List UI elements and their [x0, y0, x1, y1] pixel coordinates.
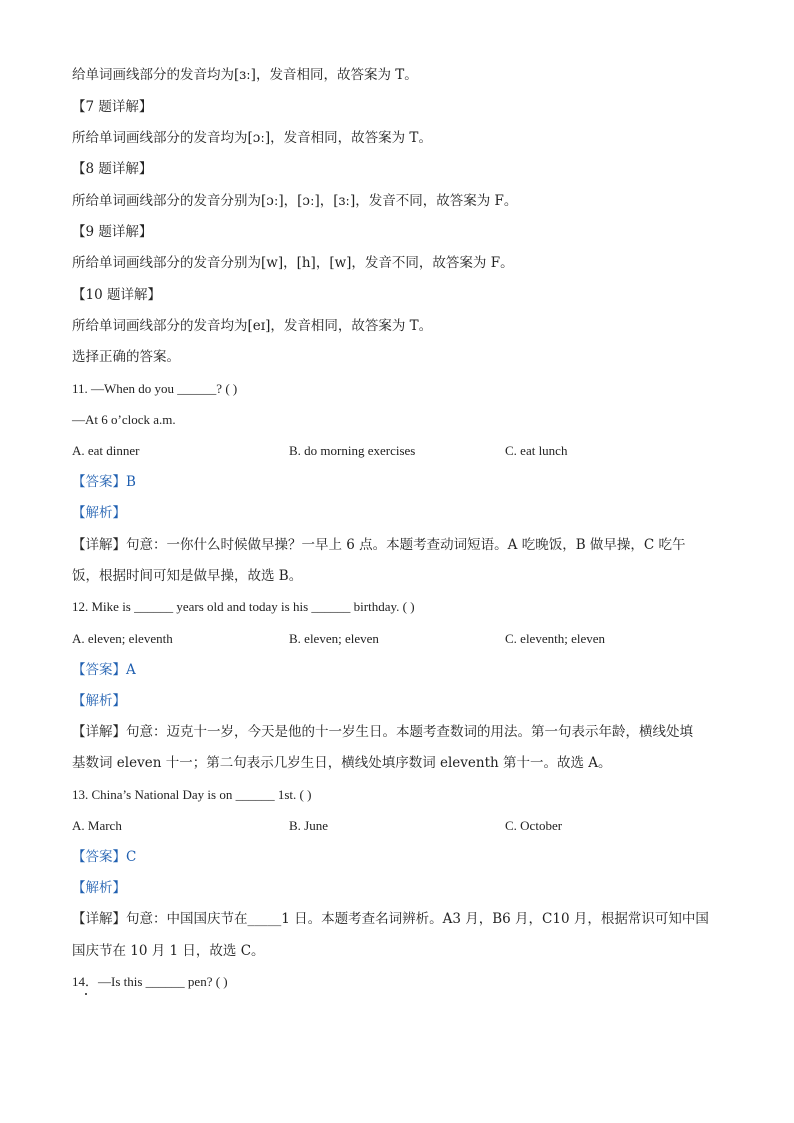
- analysis-label: 【解析】: [72, 505, 126, 521]
- sub-question-heading: 【7 题详解】: [72, 99, 153, 115]
- explanation-line: 给单词画线部分的发音均为[ɜː]，发音相同，故答案为 T。: [72, 67, 418, 83]
- question-stem: 14．—Is this ______ pen? ( ): [72, 974, 228, 989]
- option-c: C. October: [505, 818, 563, 833]
- detail-line: 【详解】句意：一你什么时候做早操？一早上 6 点。本题考查动词短语。A 吃晚饭，B 做早操，C 吃午: [72, 537, 686, 553]
- option-c: C. eleventh; eleven: [505, 631, 605, 646]
- section-instruction: 选择正确的答案。: [72, 349, 180, 365]
- analysis-label: 【解析】: [72, 880, 126, 896]
- question-stem: 13. China’s National Day is on ______ 1st. ( ): [72, 787, 312, 802]
- question-stem: 12. Mike is ______ years old and today is his ______ birthday. ( ): [72, 599, 415, 614]
- option-a: A. March: [72, 818, 122, 833]
- option-b: B. June: [289, 818, 328, 833]
- option-a: A. eat dinner: [72, 443, 140, 458]
- sub-question-heading: 【10 题详解】: [72, 287, 161, 303]
- answer-label: 【答案】B: [72, 474, 136, 490]
- detail-line: 【详解】句意：迈克十一岁，今天是他的十一岁生日。本题考查数词的用法。第一句表示年龄，横线处填: [72, 724, 693, 740]
- detail-line: 基数词 eleven 十一；第二句表示几岁生日，横线处填序数词 eleventh 第十一。故选 A。: [72, 755, 612, 771]
- analysis-label: 【解析】: [72, 693, 126, 709]
- sub-question-heading: 【8 题详解】: [72, 161, 153, 177]
- option-a: A. eleven; eleventh: [72, 631, 173, 646]
- explanation-line: 所给单词画线部分的发音分别为[w]，[h]，[w]，发音不同，故答案为 F。: [72, 255, 514, 271]
- explanation-line: 所给单词画线部分的发音均为[ɔː]，发音相同，故答案为 T。: [72, 130, 432, 146]
- question-stem: 11. —When do you ______? ( ): [72, 381, 238, 396]
- stray-dot: [85, 993, 87, 995]
- question-stem-reply: —At 6 o’clock a.m.: [72, 412, 176, 427]
- explanation-line: 所给单词画线部分的发音均为[eɪ]，发音相同，故答案为 T。: [72, 318, 433, 334]
- detail-line: 国庆节在 10 月 1 日，故选 C。: [72, 943, 265, 959]
- explanation-line: 所给单词画线部分的发音分别为[ɔː]，[ɔː]，[ɜː]，发音不同，故答案为 F。: [72, 193, 518, 209]
- option-c: C. eat lunch: [505, 443, 568, 458]
- sub-question-heading: 【9 题详解】: [72, 224, 153, 240]
- detail-line: 饭，根据时间可知是做早操，故选 B。: [72, 568, 303, 584]
- option-b: B. do morning exercises: [289, 443, 416, 458]
- detail-line: 【详解】句意：中国国庆节在_____1 日。本题考查名词辨析。A3 月，B6 月，C10 月，根据常识可知中国: [72, 911, 709, 927]
- option-b: B. eleven; eleven: [289, 631, 379, 646]
- answer-label: 【答案】C: [72, 849, 137, 865]
- answer-label: 【答案】A: [72, 662, 136, 678]
